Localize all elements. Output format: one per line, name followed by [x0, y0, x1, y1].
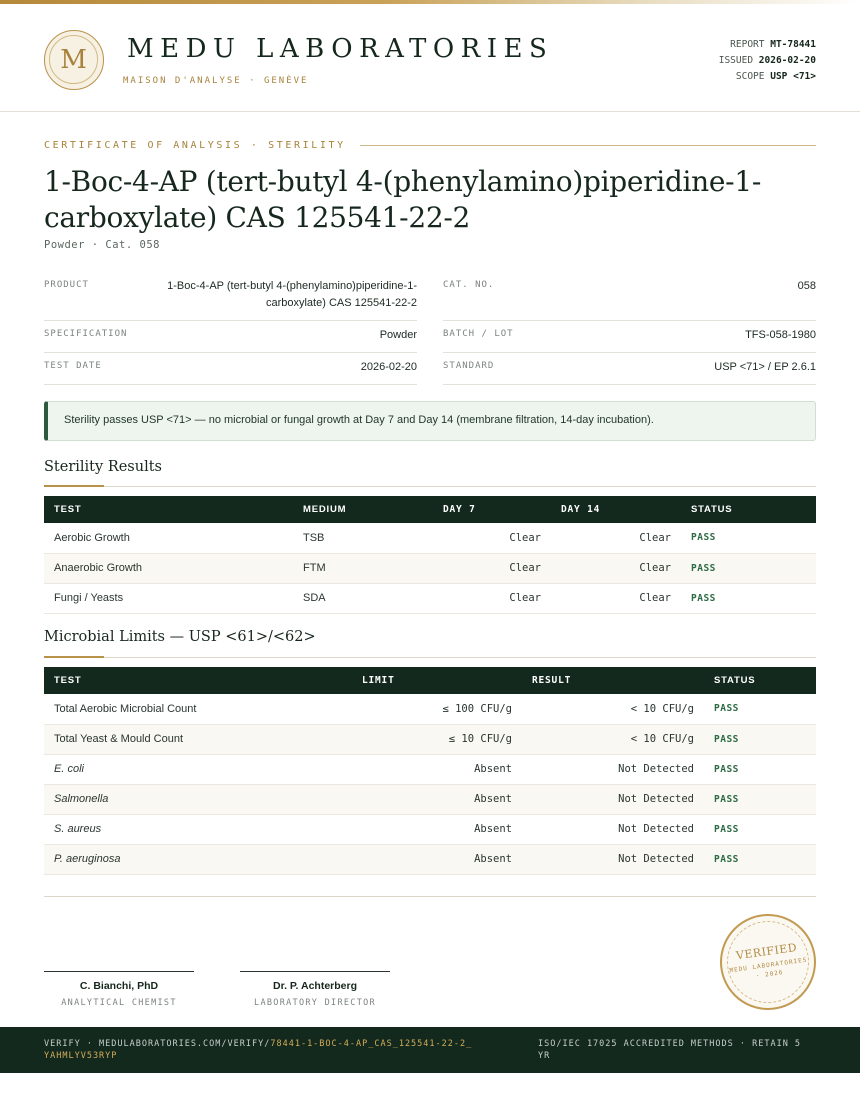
column-header: RESULT [532, 675, 572, 686]
info-value: USP <71> / EP 2.6.1 [714, 361, 816, 373]
status-badge: PASS [681, 553, 816, 583]
info-label: CAT. NO. [443, 280, 495, 290]
brand-name: MEDU LABORATORIES [127, 34, 554, 64]
cell-day7: Clear [433, 523, 551, 553]
info-row-standard [443, 353, 816, 385]
footer-bar [0, 1027, 860, 1073]
signature-divider [44, 896, 816, 897]
info-value: 058 [797, 280, 816, 292]
cell-limit: Absent [352, 844, 522, 874]
cell-test: Aerobic Growth [44, 523, 293, 553]
document-kicker: CERTIFICATE OF ANALYSIS · STERILITY [44, 139, 346, 151]
section-divider [44, 486, 816, 487]
cell-result: Not Detected [522, 844, 704, 874]
cell-test: P. aeruginosa [44, 844, 352, 874]
status-badge: PASS [704, 844, 816, 874]
column-header: STATUS [691, 504, 733, 515]
column-header: DAY 7 [443, 504, 476, 515]
info-grid-right [443, 272, 816, 385]
info-row-test-date [44, 353, 417, 385]
status-badge: PASS [704, 814, 816, 844]
table-row [44, 583, 816, 613]
cell-result: < 10 CFU/g [522, 724, 704, 754]
table-row [44, 724, 816, 754]
cell-day14: Clear [551, 523, 681, 553]
column-header: LIMIT [362, 675, 395, 686]
cell-day7: Clear [433, 553, 551, 583]
column-header: TEST [54, 675, 82, 686]
signature-block-chemist [44, 971, 194, 1008]
logo-monogram: M [49, 35, 98, 84]
signatory-role: LABORATORY DIRECTOR [254, 998, 376, 1008]
document-subtitle: Powder · Cat. 058 [44, 239, 160, 251]
cell-test: Anaerobic Growth [44, 553, 293, 583]
sterility-table [44, 496, 816, 614]
cell-test: Total Aerobic Microbial Count [44, 694, 352, 724]
table-row [44, 784, 816, 814]
microbial-section-title: Microbial Limits — USP <61>/<62> [44, 629, 316, 645]
verify-link[interactable] [44, 1038, 474, 1062]
info-value: 2026-02-20 [360, 361, 417, 373]
info-value: TFS-058-1980 [745, 329, 816, 341]
cell-limit: Absent [352, 754, 522, 784]
column-header: MEDIUM [303, 504, 347, 515]
cell-day14: Clear [551, 553, 681, 583]
info-label: PRODUCT [44, 280, 89, 290]
cell-result: Not Detected [522, 784, 704, 814]
brand-tagline: MAISON D'ANALYSE · GENÈVE [123, 76, 309, 86]
meta-scope: SCOPE USP <71> [735, 71, 816, 82]
verified-seal [720, 914, 816, 1010]
info-value: Powder [379, 329, 417, 341]
column-header: STATUS [714, 675, 756, 686]
cell-test: Fungi / Yeasts [44, 583, 293, 613]
cell-test: E. coli [44, 754, 352, 784]
seal-subtitle: MEDU LABORATORIES · 2026 [729, 956, 808, 980]
status-badge: PASS [704, 724, 816, 754]
column-header: DAY 14 [561, 504, 601, 515]
info-label: TEST DATE [44, 361, 102, 371]
sterility-summary-callout: Sterility passes USP <71> — no microbial or fungal growth at Day 7 and Day 14 (membrane filtration, 14-day incubation). [44, 401, 816, 441]
section-divider [44, 657, 816, 658]
status-badge: PASS [704, 694, 816, 724]
microbial-limits-table [44, 667, 816, 875]
info-label: BATCH / LOT [443, 329, 514, 339]
lab-logo [44, 30, 104, 90]
kicker-divider [360, 145, 816, 146]
cell-limit: ≤ 100 CFU/g [352, 694, 522, 724]
table-row [44, 814, 816, 844]
section-accent [44, 485, 104, 487]
info-row-cat-no [443, 272, 816, 321]
column-header: TEST [54, 504, 82, 515]
cell-test: S. aureus [44, 814, 352, 844]
table-row [44, 844, 816, 874]
table-row [44, 754, 816, 784]
meta-report: REPORT MT-78441 [730, 39, 816, 50]
cell-medium: FTM [293, 553, 433, 583]
cell-limit: ≤ 10 CFU/g [352, 724, 522, 754]
table-row [44, 553, 816, 583]
info-label: STANDARD [443, 361, 495, 371]
signatory-name: Dr. P. Achterberg [272, 980, 358, 992]
status-badge: PASS [681, 583, 816, 613]
seal-title: VERIFIED [735, 940, 798, 963]
cell-result: < 10 CFU/g [522, 694, 704, 724]
table-header-row [44, 496, 816, 523]
table-header-row [44, 667, 816, 694]
cell-medium: SDA [293, 583, 433, 613]
cell-day7: Clear [433, 583, 551, 613]
signatory-name: C. Bianchi, PhD [79, 980, 159, 992]
status-badge: PASS [704, 784, 816, 814]
cell-result: Not Detected [522, 754, 704, 784]
document-title: 1-Boc-4-AP (tert-butyl 4-(phenylamino)piperidine-1-carboxylate) CAS 125541-22-2 [44, 165, 761, 234]
cell-day14: Clear [551, 583, 681, 613]
cell-limit: Absent [352, 814, 522, 844]
report-meta [719, 37, 816, 85]
letterhead [0, 4, 860, 112]
info-grid-left [44, 272, 417, 385]
seal-inner-ring [722, 916, 815, 1009]
meta-issued: ISSUED 2026-02-20 [718, 55, 816, 66]
section-accent [44, 656, 104, 658]
status-badge: PASS [681, 523, 816, 553]
info-row-product [44, 272, 417, 321]
info-row-batch-lot [443, 321, 816, 353]
table-row [44, 523, 816, 553]
info-label: SPECIFICATION [44, 329, 128, 339]
signature-block-director [240, 971, 390, 1008]
cell-result: Not Detected [522, 814, 704, 844]
sterility-section-title: Sterility Results [44, 459, 162, 475]
verify-code: 78441-1-BOC-4-AP_CAS_125541-22-2_YAHMLYV53RYP [44, 1039, 473, 1061]
cell-test: Salmonella [44, 784, 352, 814]
signatory-role: ANALYTICAL CHEMIST [61, 998, 177, 1008]
document-kicker-row [44, 138, 816, 152]
cell-limit: Absent [352, 784, 522, 814]
cell-medium: TSB [293, 523, 433, 553]
table-row [44, 694, 816, 724]
info-row-specification [44, 321, 417, 353]
cell-test: Total Yeast & Mould Count [44, 724, 352, 754]
verify-prefix: VERIFY · MEDULABORATORIES.COM/VERIFY/ [44, 1039, 271, 1049]
status-badge: PASS [704, 754, 816, 784]
info-value: 1-Boc-4-AP (tert-butyl 4-(phenylamino)piperidine-1-carboxylate) CAS 125541-22-2 [167, 280, 417, 309]
accreditation-note: ISO/IEC 17025 ACCREDITED METHODS · RETAIN 5 YR [538, 1039, 802, 1061]
